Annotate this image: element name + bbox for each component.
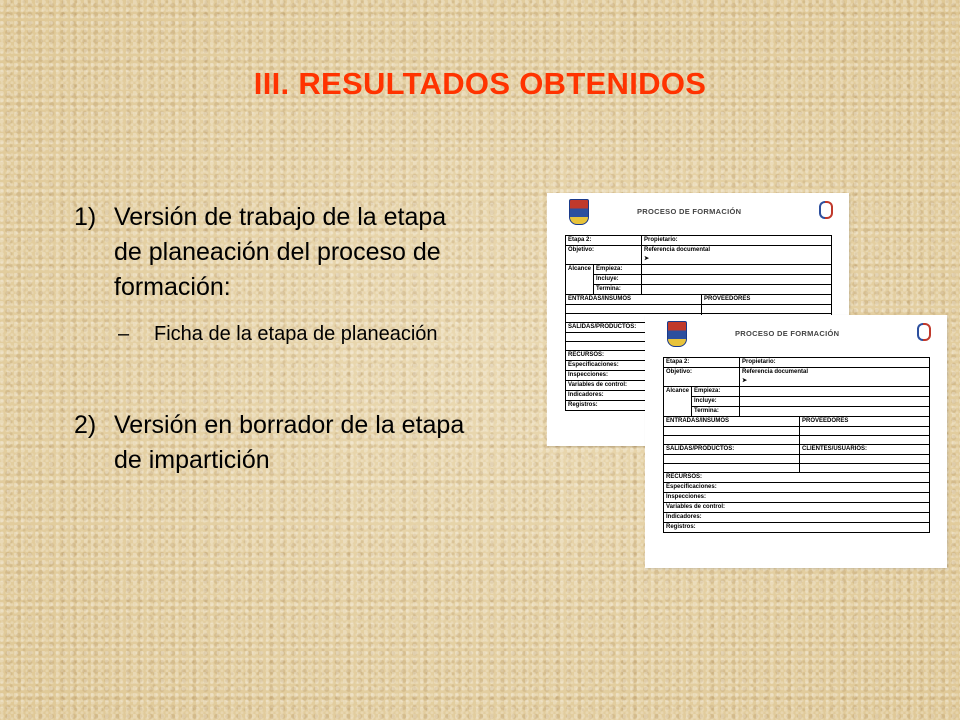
form-cell <box>642 246 832 265</box>
form-cell: Indicadores: <box>664 513 930 523</box>
quality-logo-icon <box>917 321 931 345</box>
slide-title: III. RESULTADOS OBTENIDOS <box>253 66 707 101</box>
form-cell <box>740 387 930 397</box>
university-logo-icon <box>667 321 687 347</box>
form-cell: Termina: <box>692 407 740 417</box>
form-cell <box>800 436 930 445</box>
arrow-icon: ➤ <box>644 256 650 262</box>
form-cell <box>800 455 930 464</box>
form-cell <box>664 436 800 445</box>
form-cell: SALIDAS/PRODUCTOS: <box>566 323 702 333</box>
form-title: PROCESO DE FORMACIÓN <box>735 329 840 338</box>
form-cell: Propietario: <box>740 358 930 368</box>
form-cell <box>800 427 930 436</box>
form-cell: ENTRADAS/INSUMOS <box>566 295 702 305</box>
form-cell: CLIENTES/USUARIOS: <box>800 445 930 455</box>
sub-item <box>118 323 438 346</box>
form-cell <box>664 464 800 473</box>
form-cell: Objetivo: <box>664 368 740 387</box>
form-cell: Registros: <box>566 401 832 411</box>
form-cell: Indicadores: <box>566 391 832 401</box>
form-cell: Etapa 2: <box>566 236 642 246</box>
arrow-icon: ➤ <box>742 378 748 384</box>
form-cell: ENTRADAS/INSUMOS <box>664 417 800 427</box>
form-cell: Registros: <box>664 523 930 533</box>
form-cell-text: Referencia documental <box>644 247 711 253</box>
form-cell: Inspecciones: <box>566 371 832 381</box>
list-item-number: 1) <box>74 203 97 231</box>
form-cell: PROVEEDORES <box>702 295 832 305</box>
form-cell: Especificaciones: <box>566 361 832 371</box>
form-cell <box>642 265 832 275</box>
form-cell <box>664 455 800 464</box>
form-cell <box>664 427 800 436</box>
quality-logo-icon <box>819 199 833 223</box>
form-cell: Especificaciones: <box>664 483 930 493</box>
form-cell: Incluye: <box>692 397 740 407</box>
form-cell: Empieza: <box>692 387 740 397</box>
form-cell: Incluye: <box>594 275 642 285</box>
form-cell: Inspecciones: <box>664 493 930 503</box>
form-cell <box>740 397 930 407</box>
form-cell-text: RECURSOS: <box>568 352 605 358</box>
form-cell <box>566 305 702 314</box>
form-cell <box>642 285 832 295</box>
form-image-imparticion <box>645 315 947 568</box>
list-item-number: 2) <box>74 411 97 439</box>
sub-item-dash: – <box>118 323 130 345</box>
form-cell: Variables de control: <box>664 503 930 513</box>
form-cell: Alcance <box>566 265 594 295</box>
list-item-2 <box>74 408 494 478</box>
form-cell: Termina: <box>594 285 642 295</box>
form-cell: Propietario: <box>642 236 832 246</box>
list-item-text: Versión en borrador de la etapa de impartición <box>114 411 465 474</box>
form-cell: PROVEEDORES <box>800 417 930 427</box>
form-title: PROCESO DE FORMACIÓN <box>637 207 742 216</box>
form-grid <box>663 357 930 533</box>
form-cell <box>702 305 832 314</box>
university-logo-icon <box>569 199 589 225</box>
form-cell: Etapa 2: <box>664 358 740 368</box>
form-cell: SALIDAS/PRODUCTOS: <box>664 445 800 455</box>
form-cell <box>740 407 930 417</box>
list-item-text: Versión de trabajo de la etapa de planeación del proceso de formación: <box>114 203 447 301</box>
form-cell-text: RECURSOS: <box>666 474 703 480</box>
form-cell: Variables de control: <box>566 381 832 391</box>
form-cell-text: Referencia documental <box>742 369 809 375</box>
form-cell: Objetivo: <box>566 246 642 265</box>
form-cell <box>740 368 930 387</box>
form-cell: Alcance <box>664 387 692 417</box>
sub-item-text: Ficha de la etapa de planeación <box>154 323 438 345</box>
form-cell <box>642 275 832 285</box>
form-cell <box>664 473 930 483</box>
list-item-1 <box>74 200 474 305</box>
form-cell: Empieza: <box>594 265 642 275</box>
form-cell <box>800 464 930 473</box>
